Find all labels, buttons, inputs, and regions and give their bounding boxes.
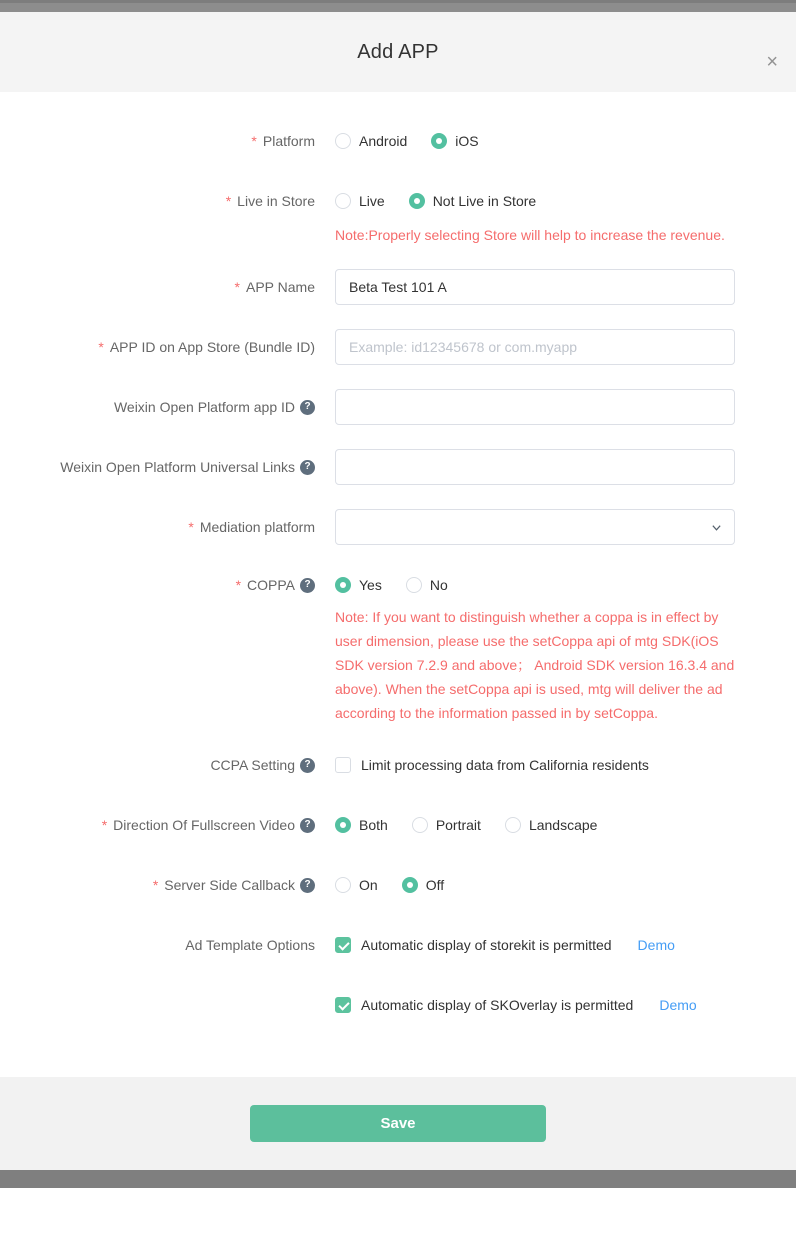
mediation-platform-row	[0, 509, 735, 545]
platform-label-text: Platform	[262, 133, 315, 149]
direction-row	[0, 815, 735, 835]
radio-selected-icon	[335, 817, 351, 833]
ccpa-label-text: CCPA Setting	[210, 757, 295, 773]
required-marker: *	[98, 339, 104, 355]
weixin-app-id-label	[0, 397, 315, 417]
help-icon[interactable]: ?	[300, 818, 315, 833]
app-id-label	[0, 337, 315, 357]
radio-icon	[505, 817, 521, 833]
add-app-modal	[0, 12, 796, 1170]
radio-icon	[406, 577, 422, 593]
modal-title: Add APP	[357, 40, 439, 63]
platform-radio-android[interactable]: Android	[335, 131, 407, 151]
direction-radio-group	[335, 815, 735, 835]
app-id-row	[0, 329, 735, 365]
radio-selected-icon	[335, 577, 351, 593]
ccpa-checkbox-row	[335, 755, 735, 775]
modal-header	[0, 12, 796, 92]
platform-radio-ios[interactable]: iOS	[431, 131, 478, 151]
coppa-note: Note: If you want to distinguish whether a coppa is in effect by user dimension, please use the setCoppa api of mtg SDK(iOS SDK version 7.2.9 and above； Android SDK version 16.3.4 and above). When the setCoppa api is used, mtg will deliver the ad according to the information passed in by setCoppa.	[335, 609, 735, 721]
server-callback-label-text: Server Side Callback	[164, 877, 295, 893]
platform-radio-group	[335, 131, 735, 151]
coppa-radio-group	[335, 575, 735, 595]
help-icon[interactable]: ?	[300, 460, 315, 475]
weixin-universal-links-label-text: Weixin Open Platform Universal Links	[60, 459, 295, 475]
platform-label	[0, 131, 315, 151]
weixin-universal-links-input[interactable]	[335, 449, 735, 485]
direction-radio-landscape[interactable]: Landscape	[505, 815, 598, 835]
live-radio-live[interactable]: Live	[335, 191, 385, 211]
ccpa-checkbox[interactable]	[335, 757, 351, 773]
ad-template-row	[0, 935, 735, 1015]
page-backdrop-bottom	[0, 1170, 796, 1188]
app-id-label-text: APP ID on App Store (Bundle ID)	[109, 339, 315, 355]
live-radio-not-live[interactable]: Not Live in Store	[409, 191, 537, 211]
close-icon[interactable]: ×	[766, 51, 778, 73]
app-name-label	[0, 277, 315, 297]
weixin-universal-links-label	[0, 457, 315, 477]
coppa-label-text: COPPA	[247, 577, 295, 593]
required-marker: *	[235, 577, 242, 593]
weixin-app-id-label-text: Weixin Open Platform app ID	[113, 399, 295, 415]
ccpa-checkbox-label: Limit processing data from California residents	[361, 757, 649, 773]
mediation-platform-select[interactable]	[335, 509, 735, 545]
radio-icon	[335, 877, 351, 893]
radio-selected-icon	[402, 877, 418, 893]
required-marker: *	[152, 877, 159, 893]
server-callback-radio-group	[335, 875, 735, 895]
app-name-label-text: APP Name	[246, 279, 315, 295]
storekit-checkbox-label: Automatic display of storekit is permitted	[361, 937, 612, 953]
page-backdrop-top	[0, 0, 796, 12]
direction-label	[0, 815, 315, 835]
weixin-universal-links-row	[0, 449, 735, 485]
direction-radio-both[interactable]: Both	[335, 815, 388, 835]
platform-row	[0, 131, 735, 151]
save-button[interactable]: Save	[250, 1105, 546, 1142]
live-in-store-label-text: Live in Store	[237, 193, 315, 209]
help-icon[interactable]: ?	[300, 578, 315, 593]
ccpa-row	[0, 755, 735, 775]
app-name-input[interactable]	[335, 269, 735, 305]
ccpa-label	[0, 755, 315, 775]
coppa-radio-no[interactable]: No	[406, 575, 448, 595]
chevron-down-icon	[711, 522, 722, 533]
radio-selected-icon	[409, 193, 425, 209]
server-callback-row	[0, 875, 735, 895]
skoverlay-checkbox-row	[335, 995, 735, 1015]
ad-template-label	[0, 935, 315, 955]
coppa-label	[0, 575, 315, 595]
required-marker: *	[251, 133, 257, 149]
live-in-store-label	[0, 191, 315, 211]
callback-radio-off[interactable]: Off	[402, 875, 444, 895]
help-icon[interactable]: ?	[300, 878, 315, 893]
mediation-platform-label	[0, 517, 315, 537]
add-app-form	[0, 92, 796, 1077]
required-marker: *	[101, 817, 108, 833]
live-in-store-radio-group	[335, 191, 735, 211]
skoverlay-demo-link[interactable]: Demo	[659, 997, 697, 1013]
radio-selected-icon	[431, 133, 447, 149]
weixin-app-id-row	[0, 389, 735, 425]
mediation-platform-label-text: Mediation platform	[199, 519, 315, 535]
storekit-checkbox-row	[335, 935, 735, 955]
ad-template-label-text: Ad Template Options	[185, 937, 315, 953]
radio-icon	[335, 193, 351, 209]
app-id-input[interactable]	[335, 329, 735, 365]
callback-radio-on[interactable]: On	[335, 875, 378, 895]
direction-radio-portrait[interactable]: Portrait	[412, 815, 481, 835]
storekit-checkbox[interactable]	[335, 937, 351, 953]
radio-icon	[335, 133, 351, 149]
skoverlay-checkbox[interactable]	[335, 997, 351, 1013]
help-icon[interactable]: ?	[300, 758, 315, 773]
live-in-store-note: Note:Properly selecting Store will help to increase the revenue.	[335, 227, 725, 243]
required-marker: *	[234, 279, 240, 295]
modal-footer	[0, 1077, 796, 1170]
radio-icon	[412, 817, 428, 833]
weixin-app-id-input[interactable]	[335, 389, 735, 425]
coppa-radio-yes[interactable]: Yes	[335, 575, 382, 595]
server-callback-label	[0, 875, 315, 895]
required-marker: *	[188, 519, 194, 535]
storekit-demo-link[interactable]: Demo	[637, 937, 675, 953]
coppa-row	[0, 575, 735, 725]
direction-label-text: Direction Of Fullscreen Video	[113, 817, 295, 833]
skoverlay-checkbox-label: Automatic display of SKOverlay is permitted	[361, 997, 634, 1013]
help-icon[interactable]: ?	[300, 400, 315, 415]
live-in-store-row	[0, 191, 735, 247]
app-name-row	[0, 269, 735, 305]
required-marker: *	[225, 193, 232, 209]
